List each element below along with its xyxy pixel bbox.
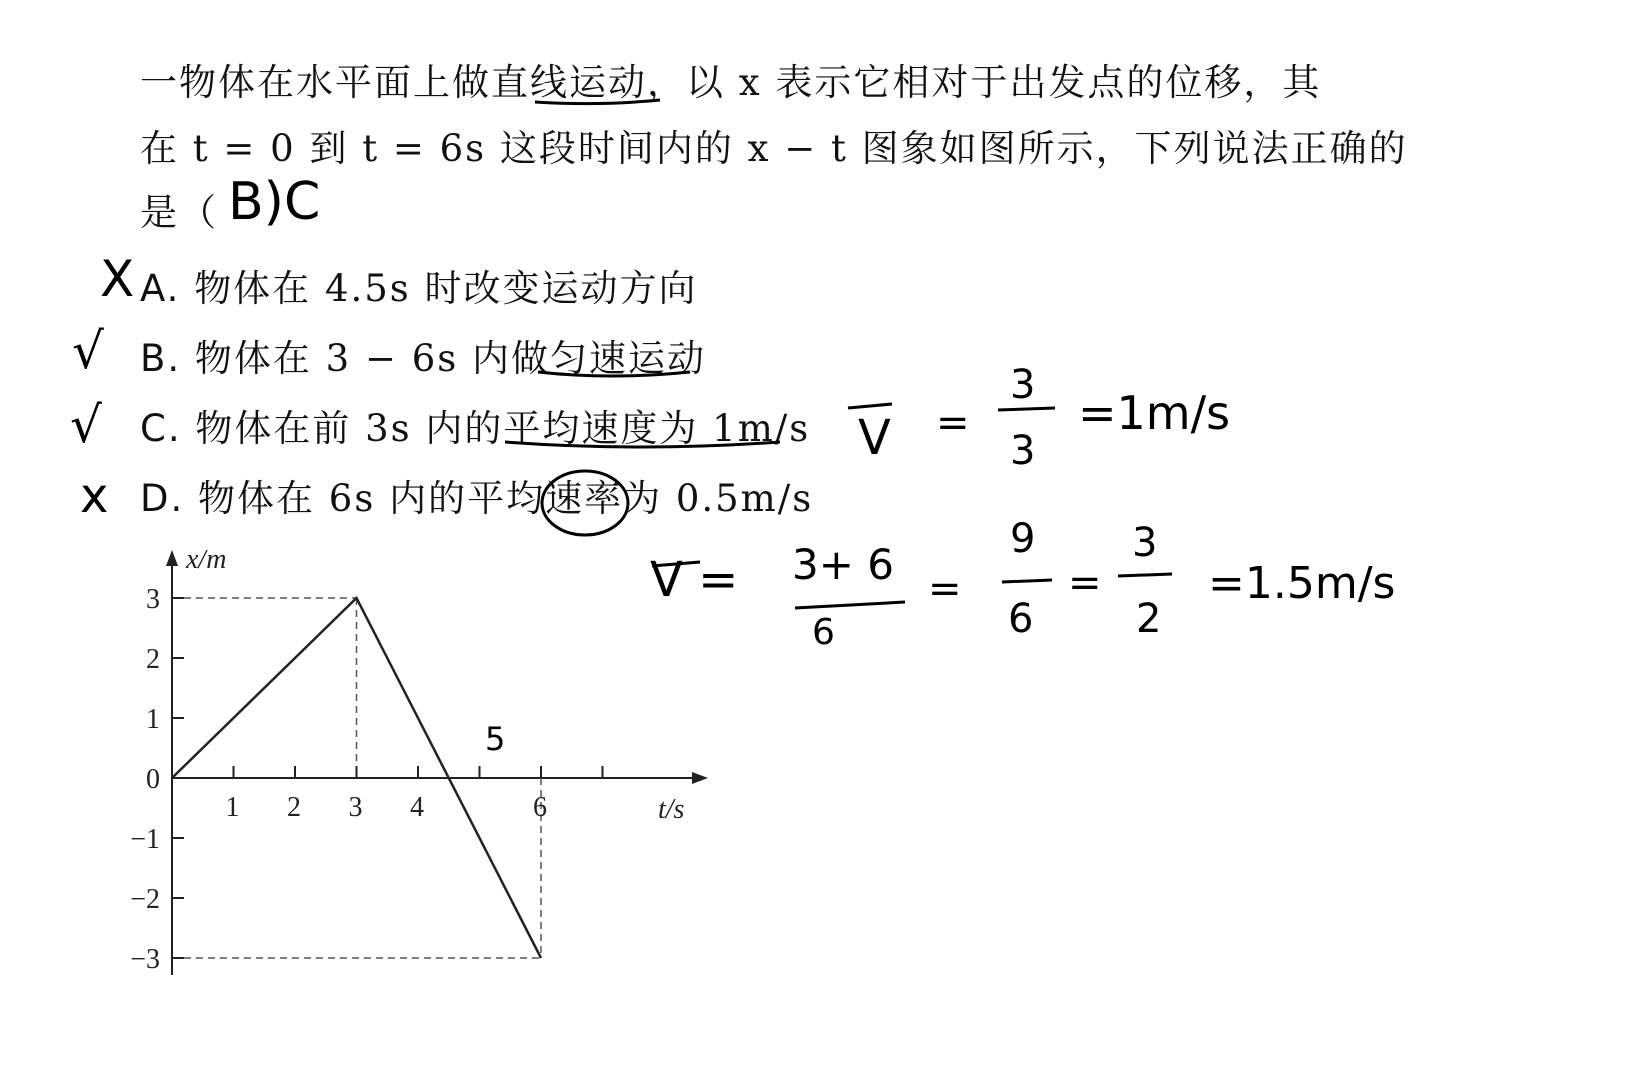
option-d-letter: D.: [140, 477, 185, 520]
x-tick-label: 1: [225, 792, 240, 823]
y-tick-label: −1: [130, 824, 160, 855]
underline-yunsu: [538, 372, 690, 376]
x-ticks: [226, 766, 603, 823]
calc2-result: =1.5m/s: [1208, 558, 1396, 609]
handwritten-answer: B)C: [228, 172, 321, 232]
calc2-den2: 6: [1008, 596, 1034, 642]
mark-b: √: [72, 322, 104, 380]
calc2-frac-bar2: [1002, 580, 1052, 582]
option-a-letter: A.: [140, 267, 181, 310]
circle-sulv: [542, 471, 628, 535]
calc1-lhs: V: [858, 410, 891, 466]
y-tick-label: −3: [130, 944, 160, 975]
underline-pingjun: [505, 442, 780, 447]
xt-graph: [110, 550, 730, 990]
calc1-num: 3: [1010, 362, 1036, 408]
mark-a: X: [100, 250, 135, 308]
y-tick-label: 3: [146, 584, 160, 615]
calc1-result: =1m/s: [1078, 386, 1231, 440]
calc1-den: 3: [1010, 428, 1036, 474]
x-tick-label: 3: [348, 792, 363, 823]
calc2-num: 3+ 6: [792, 540, 894, 589]
option-c-letter: C.: [140, 407, 182, 450]
calc1-frac-bar: [998, 408, 1055, 410]
calc1-eq-sign: =: [936, 400, 970, 446]
x-axis-arrow: [692, 772, 708, 784]
mark-d: x: [80, 468, 109, 524]
y-tick-label: 1: [146, 704, 160, 735]
calc2-frac-bar: [795, 602, 905, 608]
y-tick-label: 2: [146, 644, 160, 675]
y-axis-arrow: [166, 550, 178, 566]
y-ticks: [130, 584, 184, 975]
calc2-den3: 2: [1136, 596, 1162, 642]
x-tick-label: 6: [533, 792, 547, 823]
x-tick-label: 4: [410, 792, 424, 823]
calc2-num3: 3: [1132, 520, 1158, 566]
underline-zhixian: [535, 100, 660, 104]
calc2-num2: 9: [1010, 516, 1036, 562]
graph-note: 5: [485, 720, 506, 758]
x-tick-label: 2: [287, 792, 301, 823]
option-b-letter: B.: [140, 337, 182, 380]
question-line-2: 在 t = 0 到 t = 6s 这段时间内的 x − t 图象如图所示，下列说法正确的: [140, 127, 1408, 170]
calc2-den: 6: [812, 612, 835, 653]
option-a-text: 物体在 4.5s 时改变运动方向: [194, 267, 698, 310]
option-c-text: 物体在前 3s 内的平均速度为 1m/s: [195, 407, 811, 450]
calc2-frac-bar3: [1118, 574, 1172, 576]
calc1-vbar: [848, 404, 892, 408]
question-line-1: 一物体在水平面上做直线运动，以 x 表示它相对于出发点的位移，其: [140, 61, 1322, 104]
calc2-eq: =: [928, 566, 962, 612]
y-tick-label: 0: [146, 764, 160, 795]
question-line-3: 是（: [140, 191, 218, 234]
x-axis-label: t/s: [658, 794, 685, 825]
y-axis-label: x/m: [186, 550, 227, 575]
y-tick-label: −2: [130, 884, 160, 915]
mark-c: √: [70, 396, 102, 454]
calc2-eq2: =: [1068, 560, 1102, 606]
option-d-text: 物体在 6s 内的平均速率为 0.5m/s: [198, 477, 814, 520]
calc2-lhs: V =: [650, 552, 739, 608]
option-b-text: 物体在 3 − 6s 内做匀速运动: [194, 337, 707, 380]
